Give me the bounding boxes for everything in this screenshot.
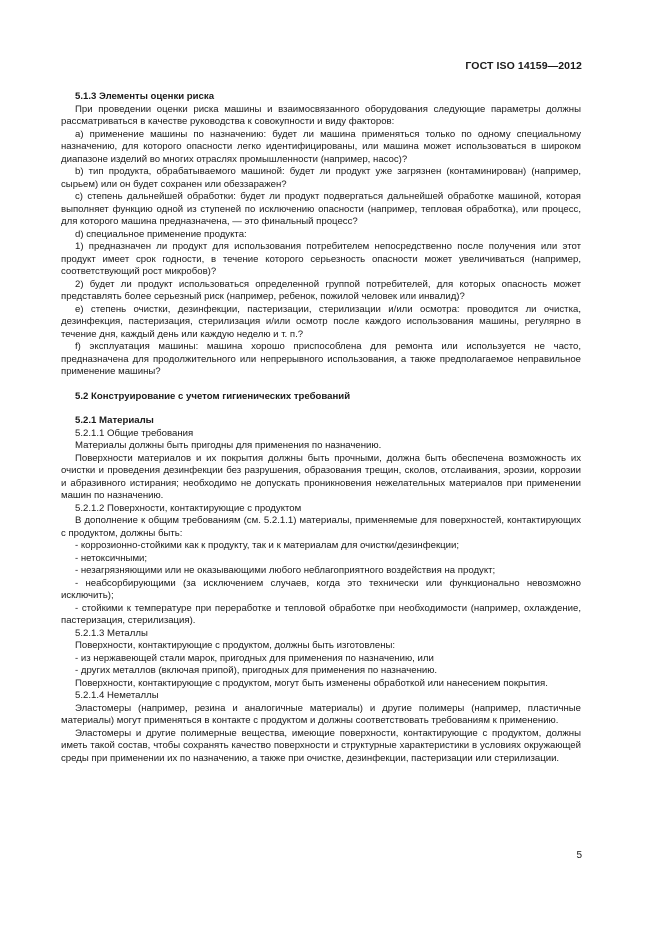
list-item: - стойкими к температуре при переработке и тепловой обработке при необходимости (например, охлаждение, пастеризация, стерилизация). <box>61 602 581 626</box>
document-header: ГОСТ ISO 14159—2012 <box>465 60 582 72</box>
section-5-2-1-3-title: 5.2.1.3 Металлы <box>75 627 148 639</box>
section-5-1-3-intro: При проведении оценки риска машины и взаимосвязанного оборудования следующие параметры должны рассматриваться в качестве руководства к совокупности и виду факторов: <box>61 103 581 127</box>
item-d-1: 1) предназначен ли продукт для использования потребителем непосредственно после получения или этот продукт имеет срок годности, в течение которого серьезность опасности может увеличиваться (например, соответствующий рост микробов)? <box>61 241 581 277</box>
paragraph: Эластомеры и другие полимерные вещества, имеющие поверхности, контактирующие с продуктом, должны иметь такой состав, чтобы сохранять качество поверхности и структурные характеристики в условиях окружающей среды при применении их по назначению, а также при очистке, дезинфекции, пастеризации или стерилизации. <box>61 727 581 764</box>
list-item: - других металлов (включая припой), пригодных для применения по назначению. <box>75 665 438 676</box>
list-item: - коррозионно-стойкими как к продукту, так и к материалам для очистки/дезинфекции; <box>75 540 460 551</box>
item-d-2: 2) будет ли продукт использоваться определенной группой потребителей, для которых опасность может представлять более серьезный риск (например, ребенок, пожилой человек или инвалид)? <box>61 278 581 302</box>
section-5-2-1-4-title: 5.2.1.4 Неметаллы <box>75 690 159 701</box>
item-d: d) специальное применение продукта: <box>75 228 247 240</box>
list-item: - из нержавеющей стали марок, пригодных для применения по назначению, или <box>75 652 434 664</box>
section-5-2-heading: 5.2 Конструирование с учетом гигиенических требований <box>75 390 351 402</box>
section-5-2-1-2-title: 5.2.1.2 Поверхности, контактирующие с продуктом <box>75 502 302 514</box>
paragraph: Поверхности, контактирующие с продуктом, могут быть изменены обработкой или нанесением покрытия. <box>75 677 548 689</box>
list-item: - незагрязняющими или не оказывающими любого неблагоприятного воздействия на продукт; <box>75 565 496 576</box>
list-item: - нетоксичными; <box>75 552 148 564</box>
paragraph: Материалы должны быть пригодны для применения по назначению. <box>75 440 382 451</box>
paragraph: Поверхности материалов и их покрытия должны быть прочными, должна быть обеспечена возможность их очистки и проведения дезинфекции без разрушения, образования трещин, сколов, отслаивания, эрозии, коррозии и абразивного истирания; необходимо не допускать проникновения нежелательных материалов при применении машин по назначению. <box>61 452 581 501</box>
paragraph: Эластомеры (например, резина и аналогичные материалы) и другие полимеры (например, пластичные материалы) могут применяться в контакте с продуктом и должны соответствовать требованиям к применению. <box>61 702 581 726</box>
item-a: a) применение машины по назначению: будет ли машина применяться только по одному специальному назначению, для которого опасности легко идентифицированы, или машина может использоваться в широком диапазоне изделий во многих отраслях промышленности (например, насос)? <box>61 128 581 165</box>
section-5-2-1-1-title: 5.2.1.1 Общие требования <box>75 427 194 439</box>
paragraph: В дополнение к общим требованиям (см. 5.2.1.1) материалы, применяемые для поверхностей, контактирующих с продуктом, должны быть: <box>61 515 581 539</box>
document-body <box>61 91 581 765</box>
item-b: b) тип продукта, обрабатываемого машиной: будет ли продукт уже загрязнен (контаминирован) (например, сырьем) или он будет сохранен или обеззаражен? <box>61 166 581 190</box>
section-5-2-1-heading: 5.2.1 Материалы <box>75 415 154 426</box>
paragraph: Поверхности, контактирующие с продуктом, должны быть изготовлены: <box>75 640 396 651</box>
section-5-1-3-heading: 5.1.3 Элементы оценки риска <box>75 91 215 102</box>
item-f: f) эксплуатация машины: машина хорошо приспособлена для ремонта или используется не часто, предназначена для продолжительного или непрерывного использования, а также предполагаемое неправильное применение машины? <box>61 341 581 377</box>
item-e: e) степень очистки, дезинфекции, пастеризации, стерилизации и/или осмотра: проводится ли очистка, дезинфекция, пастеризация, стерилизация и/или осмотр после каждого использования машины, регулярно в течение дня, каждый день или каждую неделю и т. п.? <box>61 303 581 340</box>
list-item: - неабсорбирующими (за исключением случаев, когда это технически или функционально невозможно исключить); <box>61 577 581 601</box>
item-c: c) степень дальнейшей обработки: будет ли продукт подвергаться дальнейшей обработке машиной, которая выполняет функцию одной из ступеней по исключению опасности (например, тепловая обработка), или процесс, для которого машина предназначена, — это финальный процесс? <box>61 191 581 227</box>
page-number: 5 <box>576 850 582 861</box>
